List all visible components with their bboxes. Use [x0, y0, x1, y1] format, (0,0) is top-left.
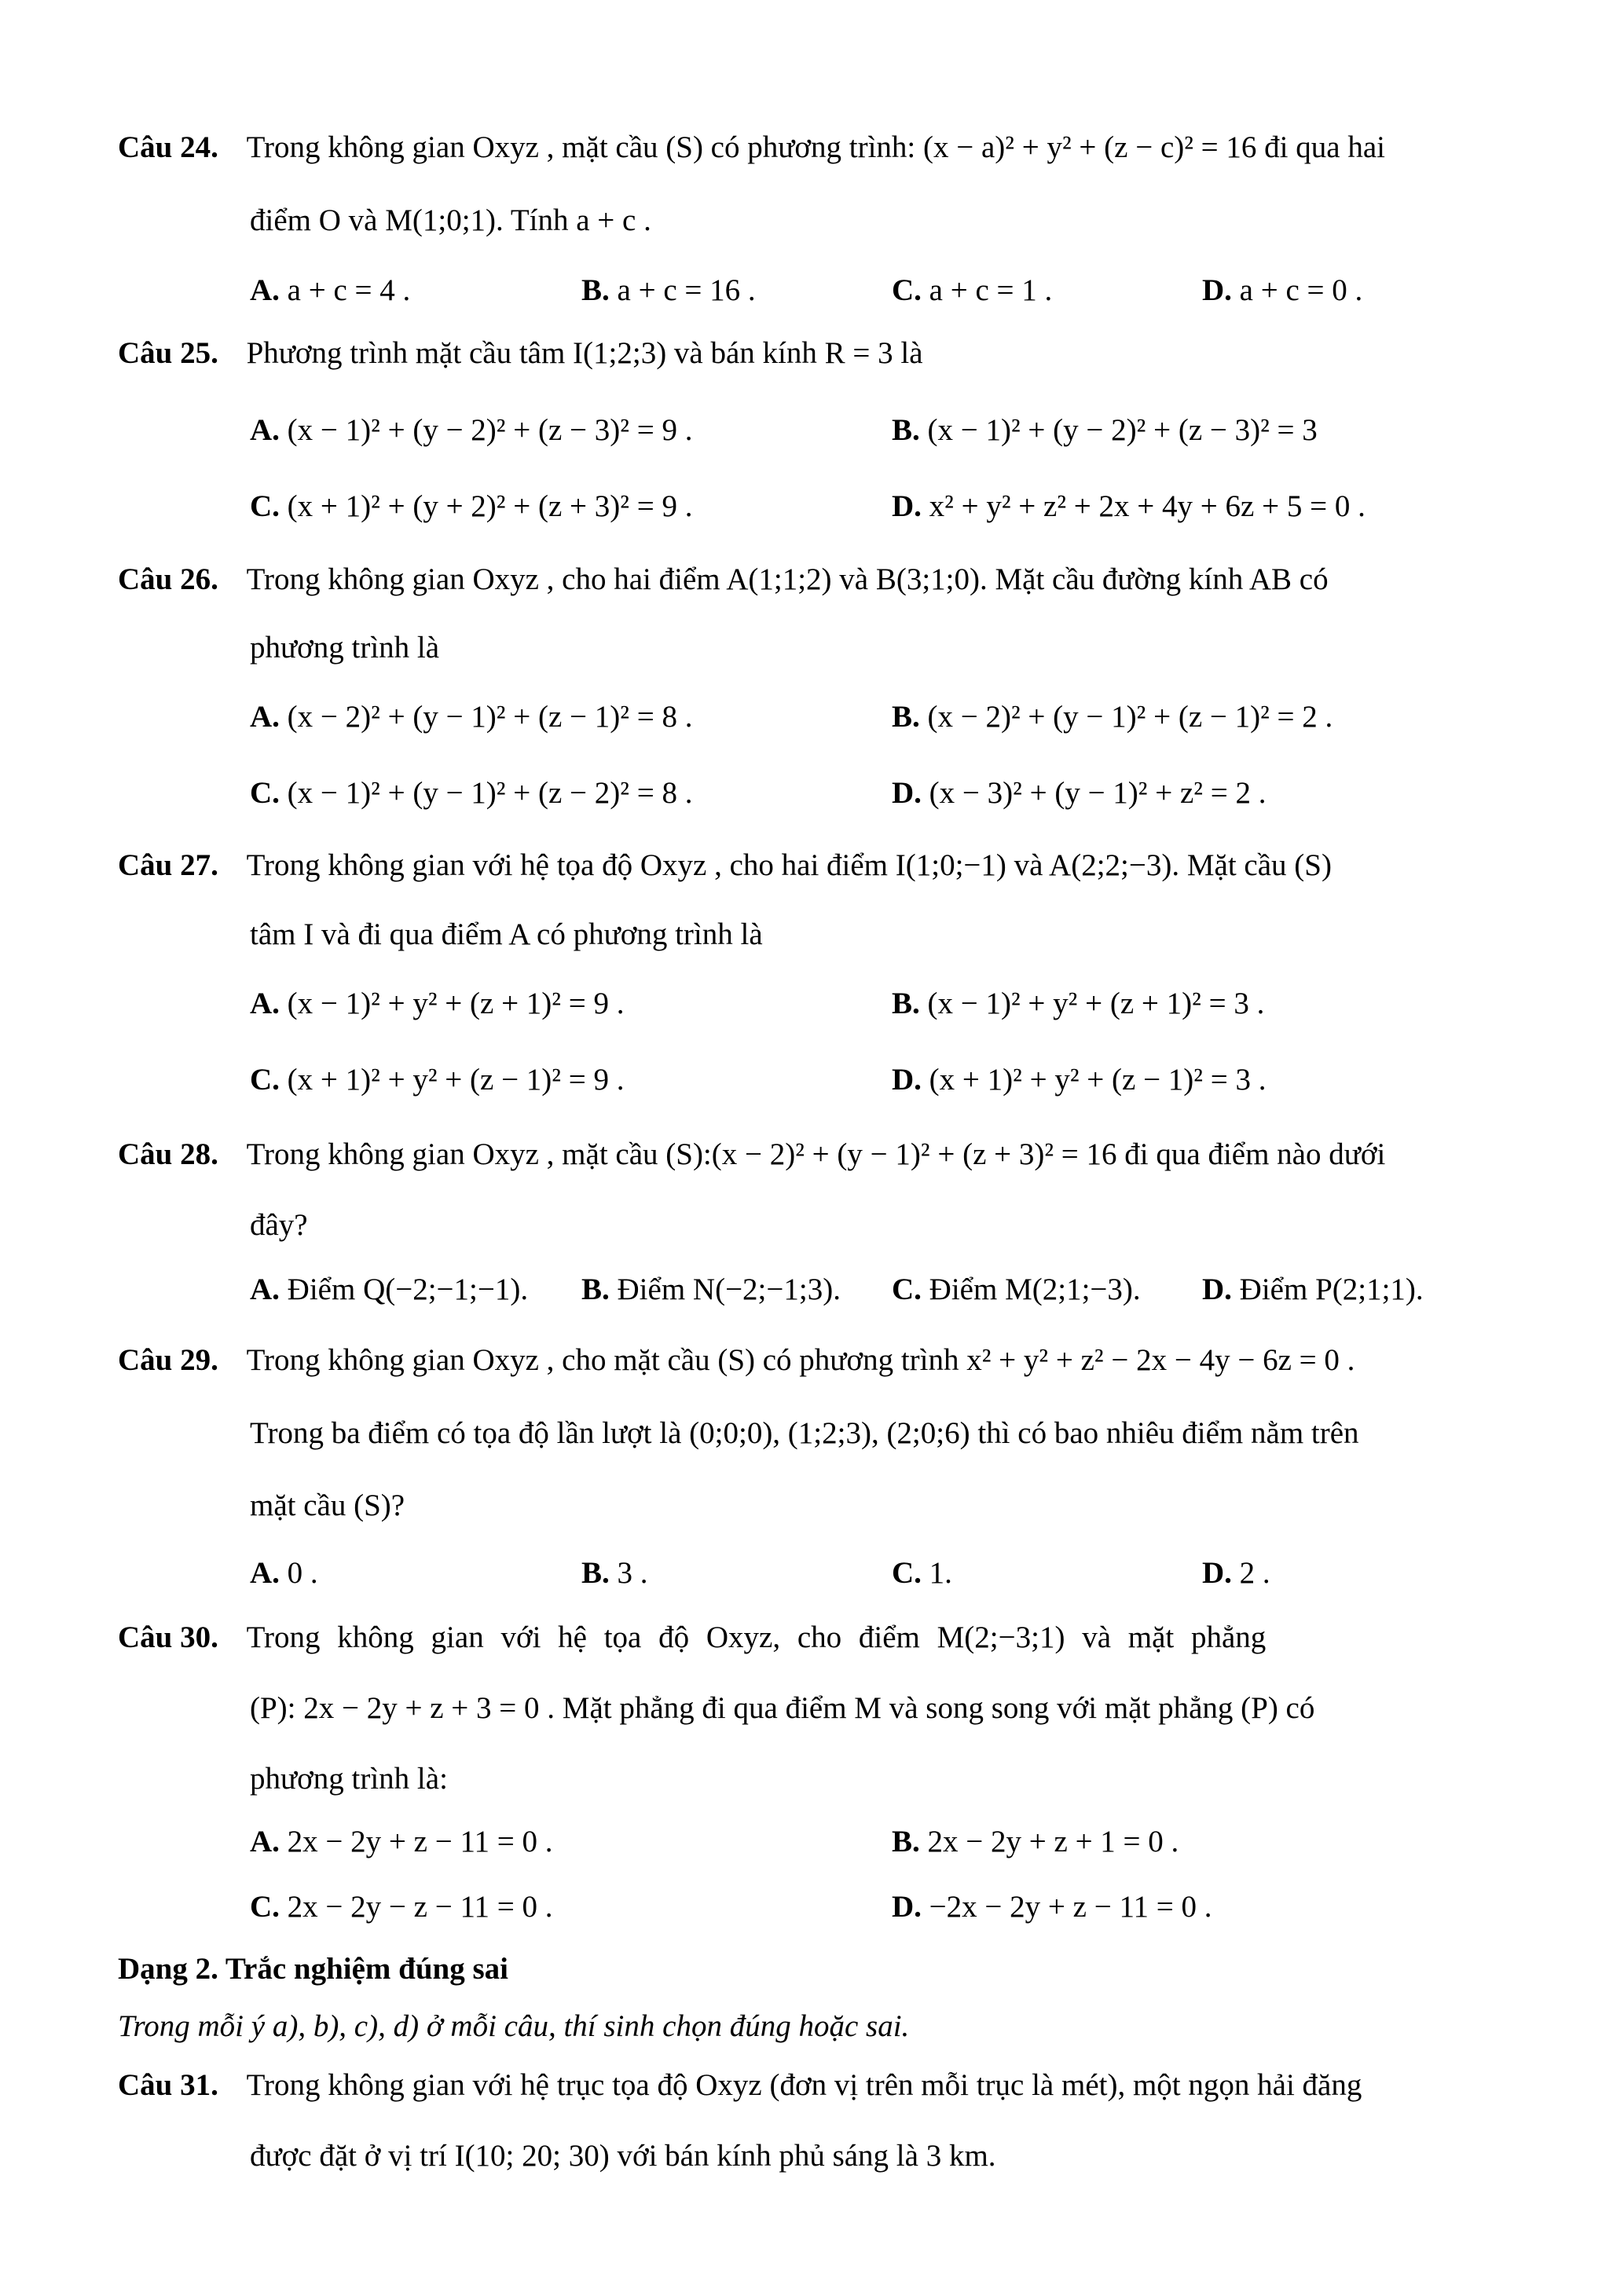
- option-d: D. x² + y² + z² + 2x + 4y + 6z + 5 = 0 .: [892, 489, 1366, 523]
- option-d: D. 2 .: [1202, 1556, 1270, 1590]
- option-d: D. a + c = 0 .: [1202, 273, 1363, 307]
- question-text: Trong không gian với hệ trục tọa độ Oxyz (đơn vị trên mỗi trục là mét), một ngọn hải đăng: [246, 2068, 1362, 2102]
- question-24: [118, 132, 1385, 163]
- option-b: B. (x − 2)² + (y − 1)² + (z − 1)² = 2 .: [892, 700, 1333, 734]
- option-c: C. 1.: [892, 1556, 952, 1590]
- question-29: [118, 1345, 1355, 1375]
- question-27: [118, 850, 1332, 881]
- option-a: A. 2x − 2y + z − 11 = 0 .: [250, 1825, 553, 1858]
- question-text-line: được đặt ở vị trí I(10; 20; 30) với bán kính phủ sáng là 3 km.: [250, 2139, 996, 2173]
- question-text-line: mặt cầu (S)?: [250, 1489, 405, 1522]
- question-label: Câu 27.: [118, 848, 218, 882]
- option-c: C. 2x − 2y − z − 11 = 0 .: [250, 1890, 553, 1924]
- question-text: Trong không gian Oxyz , mặt cầu (S):(x − 2)² + (y − 1)² + (z + 3)² = 16 đi qua điểm nào dưới: [246, 1137, 1386, 1171]
- option-a: A. (x − 2)² + (y − 1)² + (z − 1)² = 8 .: [250, 700, 693, 734]
- question-text-line: tâm I và đi qua điểm A có phương trình là: [250, 917, 763, 951]
- question-text-line: phương trình là:: [250, 1762, 448, 1796]
- question-30: [118, 1622, 1266, 1653]
- question-text: Trong không gian với hệ tọa độ Oxyz, cho điểm M(2;−3;1) và mặt phẳng: [246, 1620, 1267, 1654]
- question-label: Câu 30.: [118, 1620, 218, 1654]
- question-text: Trong không gian với hệ tọa độ Oxyz , cho hai điểm I(1;0;−1) và A(2;2;−3). Mặt cầu (S): [246, 848, 1332, 882]
- question-label: Câu 24.: [118, 130, 218, 164]
- option-d: D. (x + 1)² + y² + (z − 1)² = 3 .: [892, 1063, 1267, 1097]
- question-text-line: Trong ba điểm có tọa độ lần lượt là (0;0;0), (1;2;3), (2;0;6) thì có bao nhiêu điểm nằm trên: [250, 1416, 1359, 1450]
- option-b: B. (x − 1)² + y² + (z + 1)² = 3 .: [892, 987, 1265, 1020]
- question-28: [118, 1139, 1385, 1170]
- question-26: [118, 564, 1329, 595]
- question-text: Trong không gian Oxyz , mặt cầu (S) có phương trình: (x − a)² + y² + (z − c)² = 16 đi qua hai: [246, 130, 1385, 164]
- option-a: A. 0 .: [250, 1556, 318, 1590]
- option-b: B. a + c = 16 .: [581, 273, 756, 307]
- option-c: C. (x + 1)² + (y + 2)² + (z + 3)² = 9 .: [250, 489, 693, 523]
- question-25: [118, 338, 923, 368]
- option-c: C. Điểm M(2;1;−3).: [892, 1273, 1141, 1306]
- option-c: C. a + c = 1 .: [892, 273, 1053, 307]
- option-d: D. Điểm P(2;1;1).: [1202, 1273, 1424, 1306]
- option-d: D. −2x − 2y + z − 11 = 0 .: [892, 1890, 1212, 1924]
- option-c: C. (x − 1)² + (y − 1)² + (z − 2)² = 8 .: [250, 776, 693, 810]
- question-text-line: phương trình là: [250, 631, 440, 665]
- question-text-line: đây?: [250, 1208, 308, 1242]
- question-label: Câu 25.: [118, 336, 218, 370]
- option-a: A. Điểm Q(−2;−1;−1).: [250, 1273, 529, 1306]
- question-label: Câu 29.: [118, 1343, 218, 1377]
- option-a: A. (x − 1)² + y² + (z + 1)² = 9 .: [250, 987, 625, 1020]
- question-label: Câu 28.: [118, 1137, 218, 1171]
- question-text: Phương trình mặt cầu tâm I(1;2;3) và bán kính R = 3 là: [246, 336, 923, 370]
- option-a: A. (x − 1)² + (y − 2)² + (z − 3)² = 9 .: [250, 413, 693, 447]
- question-text-line: (P): 2x − 2y + z + 3 = 0 . Mặt phẳng đi qua điểm M và song song với mặt phẳng (P) có: [250, 1691, 1315, 1725]
- question-text: Trong không gian Oxyz , cho mặt cầu (S) có phương trình x² + y² + z² − 2x − 4y − 6z = 0 .: [246, 1343, 1355, 1377]
- option-b: B. Điểm N(−2;−1;3).: [581, 1273, 841, 1306]
- question-label: Câu 26.: [118, 562, 218, 596]
- question-text-line: điểm O và M(1;0;1). Tính a + c .: [250, 203, 651, 237]
- section-instruction: Trong mỗi ý a), b), c), d) ở mỗi câu, thí sinh chọn đúng hoặc sai.: [118, 2009, 910, 2043]
- question-label: Câu 31.: [118, 2068, 218, 2102]
- option-b: B. 2x − 2y + z + 1 = 0 .: [892, 1825, 1179, 1858]
- option-b: B. 3 .: [581, 1556, 648, 1590]
- question-31: [118, 2070, 1362, 2100]
- option-b: B. (x − 1)² + (y − 2)² + (z − 3)² = 3: [892, 413, 1318, 447]
- option-d: D. (x − 3)² + (y − 1)² + z² = 2 .: [892, 776, 1267, 810]
- section-title: Dạng 2. Trắc nghiệm đúng sai: [118, 1952, 508, 1986]
- question-text: Trong không gian Oxyz , cho hai điểm A(1;1;2) và B(3;1;0). Mặt cầu đường kính AB có: [246, 562, 1329, 596]
- option-a: A. a + c = 4 .: [250, 273, 411, 307]
- option-c: C. (x + 1)² + y² + (z − 1)² = 9 .: [250, 1063, 625, 1097]
